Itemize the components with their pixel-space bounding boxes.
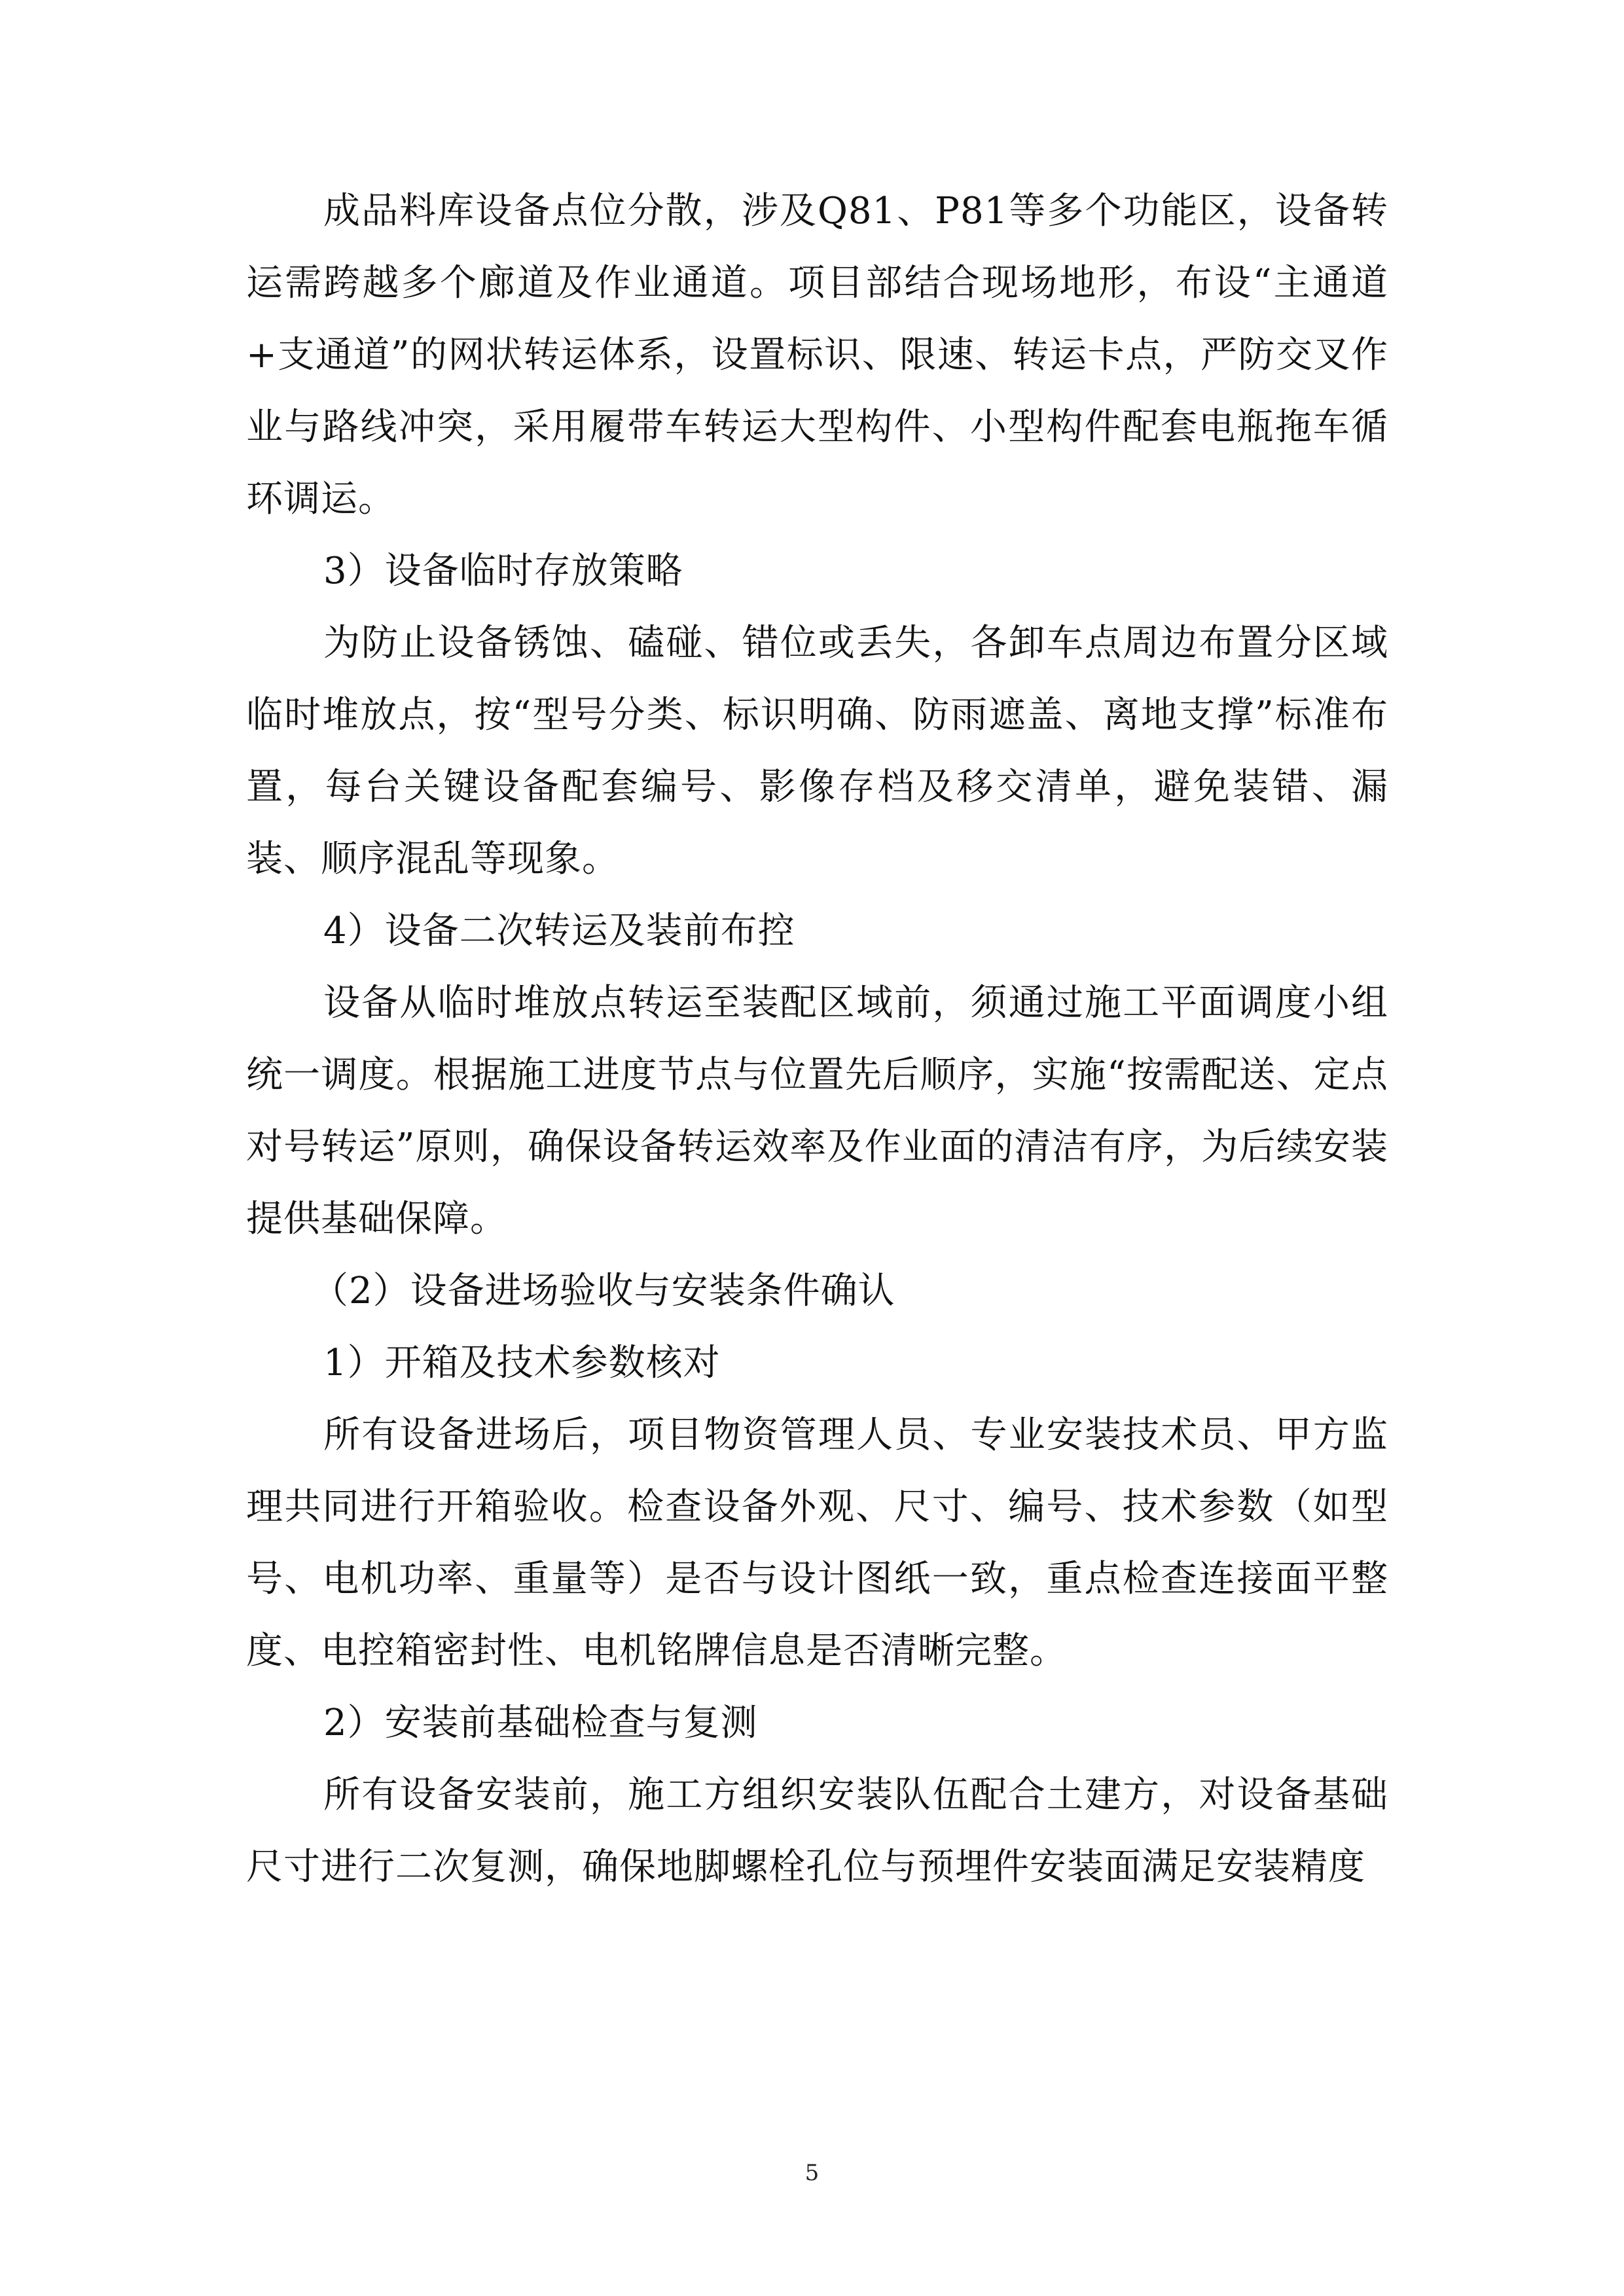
paragraph-foundation-check: 所有设备安装前，施工方组织安装队伍配合土建方，对设备基础尺寸进行二次复测，确保地脚螺栓孔位与预埋件安装面满足安装精度 (246, 1774, 1388, 1888)
paragraph-transport-system: 成品料库设备点位分散，涉及Q81、P81等多个功能区，设备转运需跨越多个廊道及作业通道。项目部结合现场地形，布设“主通道+支通道”的网状转运体系，设置标识、限速、转运卡点，严防交叉作业与路线冲突，采用履带车转运大型构件、小型构件配套电瓶拖车循环调运。 (246, 190, 1388, 520)
paragraph-unpacking-check: 所有设备进场后，项目物资管理人员、专业安装技术员、甲方监理共同进行开箱验收。检查设备外观、尺寸、编号、技术参数（如型号、电机功率、重量等）是否与设计图纸一致，重点检查连接面平整度、电控箱密封性、电机铭牌信息是否清晰完整。 (246, 1414, 1388, 1672)
paragraph-secondary-transport: 设备从临时堆放点转运至装配区域前，须通过施工平面调度小组统一调度。根据施工进度节点与位置先后顺序，实施“按需配送、定点对号转运”原则，确保设备转运效率及作业面的清洁有序，为后续安装提供基础保障。 (246, 982, 1388, 1240)
heading-acceptance: （2）设备进场验收与安装条件确认 (312, 1270, 895, 1312)
page-number: 5 (804, 2160, 820, 2186)
paragraph-temporary-storage: 为防止设备锈蚀、磕碰、错位或丢失，各卸车点周边布置分区域临时堆放点，按“型号分类、标识明确、防雨遮盖、离地支撑”标准布置，每台关键设备配套编号、影像存档及移交清单，避免装错、漏装、顺序混乱等现象。 (246, 622, 1388, 880)
heading-secondary-transport: 4）设备二次转运及装前布控 (323, 910, 795, 952)
heading-foundation-check: 2）安装前基础检查与复测 (323, 1702, 758, 1744)
heading-temporary-storage: 3）设备临时存放策略 (323, 550, 683, 592)
heading-unpacking-check: 1）开箱及技术参数核对 (323, 1342, 721, 1384)
page-body (246, 175, 1388, 1903)
